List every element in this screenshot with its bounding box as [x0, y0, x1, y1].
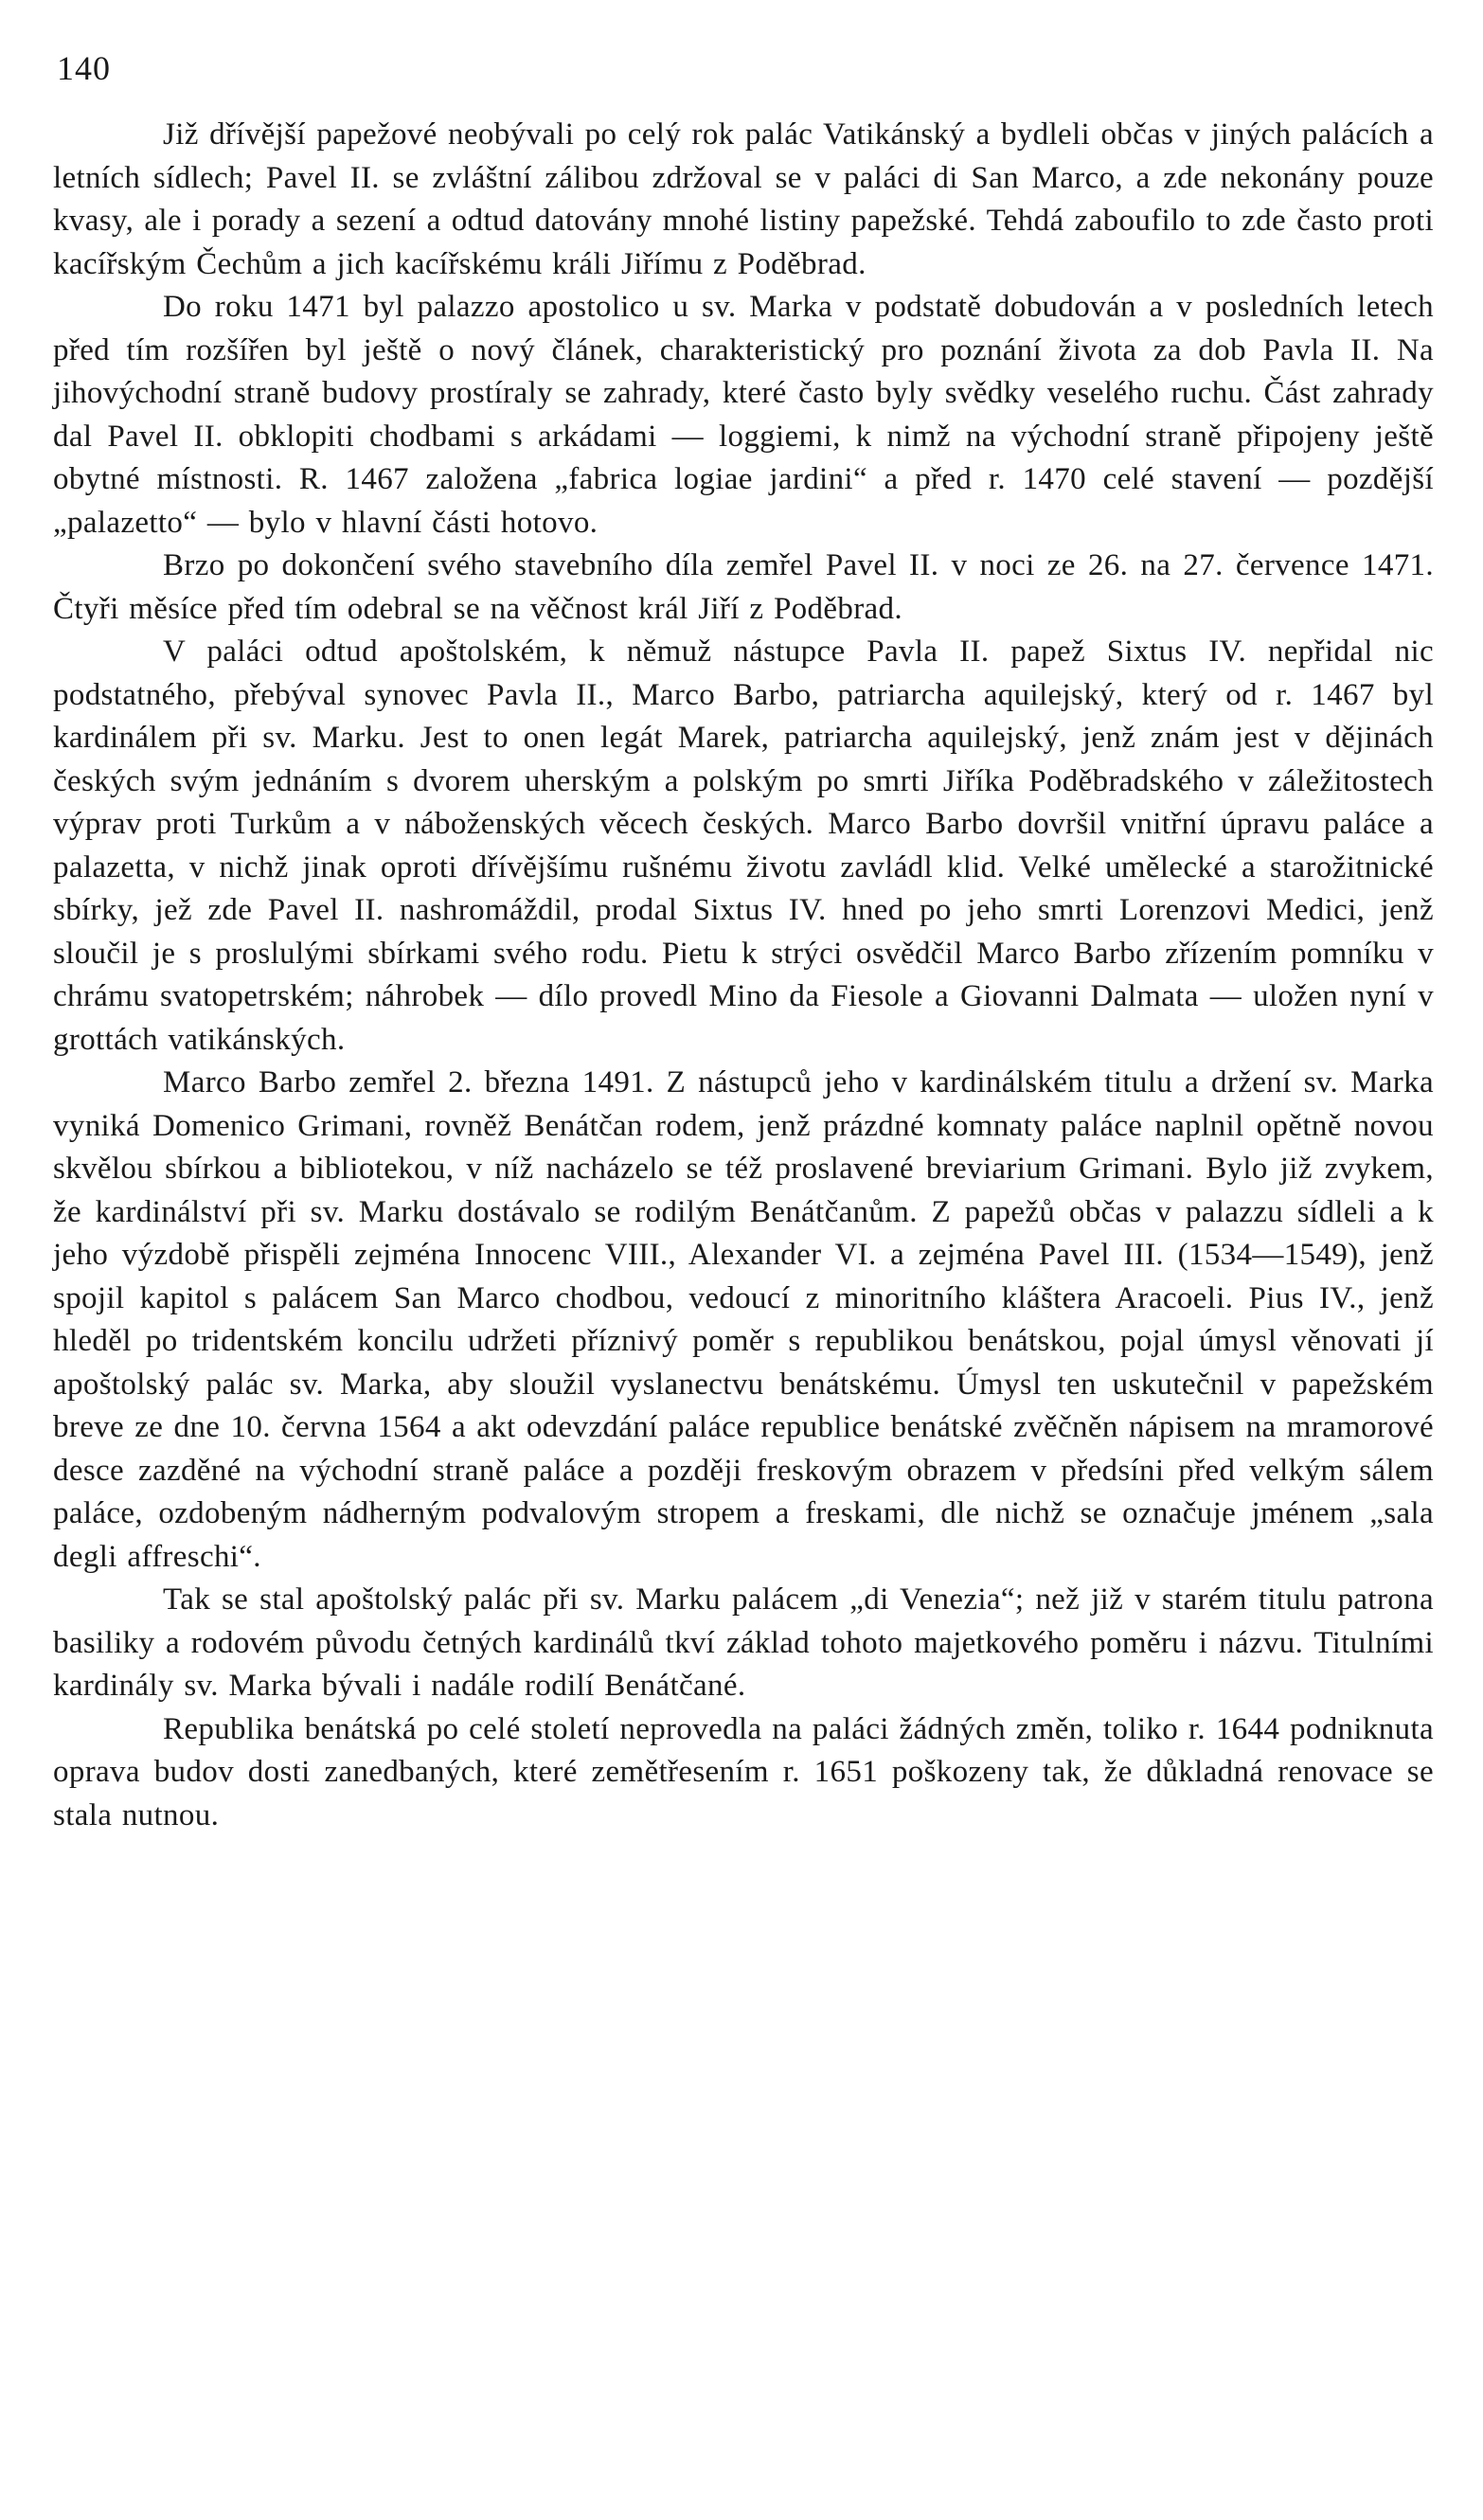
- paragraph-3: Brzo po dokončení svého stavebního díla zemřel Pavel II. v noci ze 26. na 27. července 1471. Čtyři měsíce před tím odebral se na věčnost král Jiří z Poděbrad.: [53, 548, 1434, 626]
- page-number: 140: [57, 49, 111, 87]
- paragraph-4: V paláci odtud apoštolském, k němuž nástupce Pavla II. papež Sixtus IV. nepřidal nic podstatného, přebýval synovec Pavla II., Marco Barbo, patriarcha aquilejský, který od r. 1467 byl kardinálem při sv. Marku. Jest to onen legát Marek, patriarcha aquilejský, jenž znám jest v dějinách českých svým jednáním s dvorem uherským a polským po smrti Jiříka Poděbradského v záležitostech výprav proti Turkům a v náboženských věcech českých. Marco Barbo dovršil vnitřní úpravu paláce a palazetta, v nichž jinak oproti dřívějšímu rušnému životu zavládl klid. Velké umělecké a starožitnické sbírky, jež zde Pavel II. nashromáždil, prodal Sixtus IV. hned po jeho smrti Lorenzovi Medici, jenž sloučil je s proslulými sbírkami svého rodu. Pietu k strýci osvědčil Marco Barbo zřízením pomníku v chrámu svatopetrském; náhrobek — dílo provedl Mino da Fiesole a Giovanni Dalmata — uložen nyní v grottách vatikánských.: [53, 634, 1434, 1057]
- paragraph-6: Tak se stal apoštolský palác při sv. Marku palácem „di Venezia“; než již v starém titulu patrona basiliky a rodovém původu četných kardinálů tkví základ tohoto majetkového poměru i názvu. Titulními kardinály sv. Marka bývali i nadále rodilí Benátčané.: [53, 1582, 1434, 1703]
- paragraph-5: Marco Barbo zemřel 2. března 1491. Z nástupců jeho v kardinálském titulu a držení sv. Marka vyniká Domenico Grimani, rovněž Benátčan rodem, jenž prázdné komnaty paláce naplnil opětně novou skvělou sbírkou a bibliotekou, v níž nacházelo se též proslavené breviarium Grimani. Bylo již zvykem, že kardinálství při sv. Marku dostávalo se rodilým Benátčanům. Z papežů občas v palazzu sídleli a k jeho výzdobě přispěli zejména Innocenc VIII., Alexander VI. a zejména Pavel III. (1534—1549), jenž spojil kapitol s palácem San Marco chodbou, vedoucí z minoritního kláštera Aracoeli. Pius IV., jenž hleděl po tridentském koncilu udržeti příznivý poměr s republikou benátskou, pojal úmysl věnovati jí apoštolský palác sv. Marka, aby sloužil vyslanectvu benátskému. Úmysl ten uskutečnil v papežském breve ze dne 10. června 1564 a akt odevzdání paláce republice benátské zvěčněn nápisem na mramorové desce zazděné na východní straně paláce a později freskovým obrazem v předsíni před velkým sálem paláce, ozdobeným nádherným podvalovým stropem a freskami, dle nichž se označuje jménem „sala degli affreschi“.: [53, 1065, 1434, 1574]
- paragraph-7: Republika benátská po celé století neprovedla na paláci žádných změn, toliko r. 1644 podniknuta oprava budov dosti zanedbaných, které zemětřesením r. 1651 poškozeny tak, že důkladná renovace se stala nutnou.: [53, 1711, 1434, 1832]
- body-text: [53, 114, 1434, 1837]
- paragraph-2: Do roku 1471 byl palazzo apostolico u sv. Marka v podstatě dobudován a v posledních letech před tím rozšířen byl ještě o nový článek, charakteristický pro poznání života za dob Pavla II. Na jihovýchodní straně budovy prostíraly se zahrady, které často byly svědky veselého ruchu. Část zahrady dal Pavel II. obklopiti chodbami s arkádami — loggiemi, k nimž na východní straně připojeny ještě obytné místnosti. R. 1467 založena „fabrica logiae jardini“ a před r. 1470 celé stavení — pozdější „palazetto“ — bylo v hlavní části hotovo.: [53, 290, 1434, 540]
- paragraph-1: Již dřívější papežové neobývali po celý rok palác Vatikánský a bydleli občas v jiných palácích a letních sídlech; Pavel II. se zvláštní zálibou zdržoval se v paláci di San Marco, a zde nekonány pouze kvasy, ale i porady a sezení a odtud datovány mnohé listiny papežské. Tehdá zaboufilo to zde často proti kacířským Čechům a jich kacířskému králi Jiřímu z Poděbrad.: [53, 117, 1434, 281]
